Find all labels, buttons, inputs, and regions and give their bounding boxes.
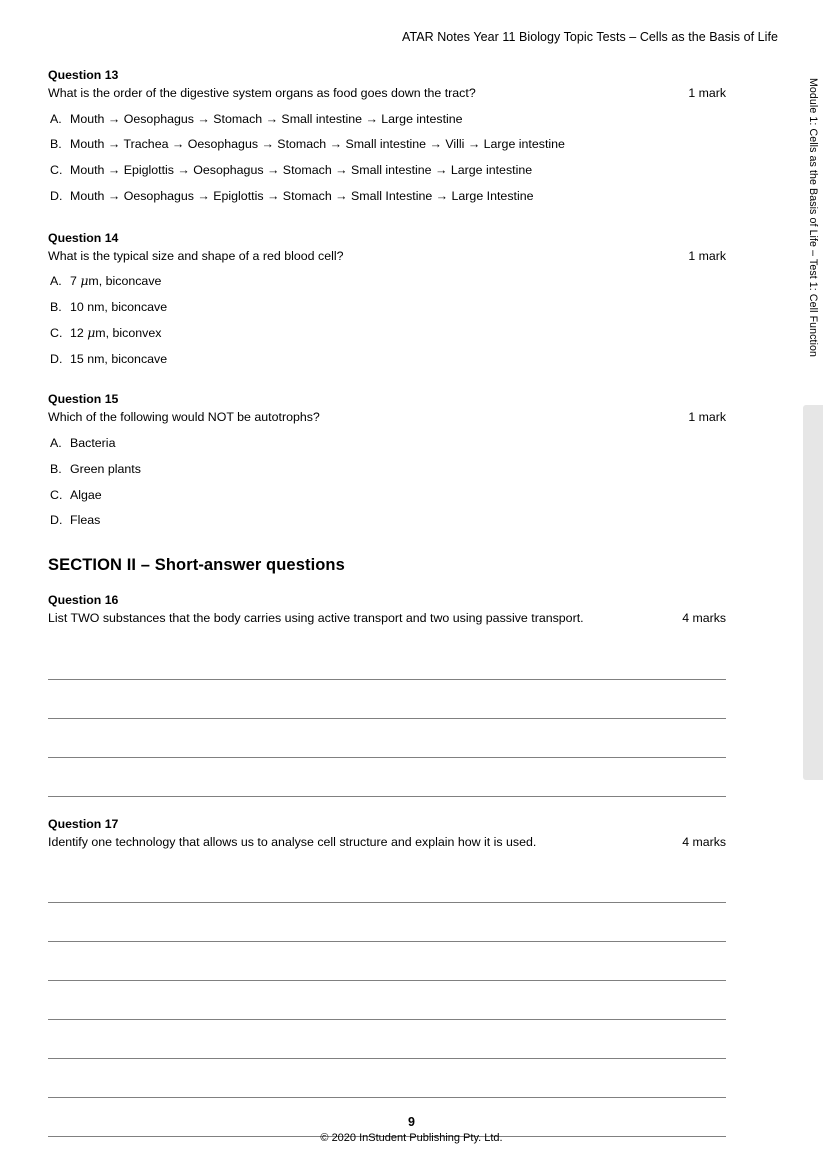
side-tab [803,405,823,780]
page-content [48,68,726,1164]
spacer [48,797,726,817]
question-marks: 1 mark [688,248,726,263]
question-heading: Question 17 [48,816,119,831]
option-b[interactable] [48,299,726,316]
spacer [48,376,726,392]
page-header [48,30,778,44]
option-d[interactable] [48,351,726,368]
answer-line[interactable] [48,864,726,903]
option-text: Green plants [70,461,141,476]
option-label: D. [50,188,63,203]
option-label: D. [50,513,63,528]
option-text: Mouth → Epiglottis → Oesophagus → Stomach → Small intestine → Large intestine [70,163,533,178]
option-label: B. [50,137,62,152]
option-a[interactable] [48,273,726,290]
option-text [70,273,726,290]
option-list [48,435,726,529]
answer-line[interactable] [48,903,726,942]
option-list [48,273,726,367]
page-footer [0,1115,823,1144]
question-heading: Question 14 [48,230,119,245]
answer-lines-16[interactable] [48,641,726,797]
question-row [48,409,726,426]
option-text [70,325,726,342]
question-heading: Question 15 [48,392,119,407]
micro-symbol: μ [87,324,96,340]
option-text: Mouth → Oesophagus → Epiglottis → Stomach → Small Intestine → Large Intestine [70,188,534,203]
option-label: B. [50,300,62,315]
option-text-post: m, biconcave [88,274,162,289]
option-label: A. [50,274,62,289]
question-text: What is the order of the digestive system organs as food goes down the tract? [48,86,476,100]
option-text-pre: 12 [70,325,88,340]
answer-line[interactable] [48,1059,726,1098]
option-text-post: m, biconvex [95,325,162,340]
option-text: Bacteria [70,436,116,451]
option-text-pre: 7 [70,274,81,289]
answer-line[interactable] [48,981,726,1020]
answer-line[interactable] [48,719,726,758]
option-c[interactable] [48,325,726,342]
answer-line[interactable] [48,758,726,797]
option-a[interactable] [48,111,726,128]
option-a[interactable] [48,435,726,452]
option-label: C. [50,325,63,340]
option-c[interactable] [48,487,726,504]
spacer [48,214,726,231]
question-block-14 [48,231,726,368]
question-marks: 4 marks [682,611,726,626]
micro-symbol: μ [80,273,89,289]
option-text: Mouth → Trachea → Oesophagus → Stomach → Small intestine → Villi → Large intestine [70,137,565,152]
option-text: 15 nm, biconcave [70,351,168,366]
header-title: ATAR Notes Year 11 Biology Topic Tests – Cells as the Basis of Life [402,30,778,44]
answer-line[interactable] [48,641,726,680]
option-text: 10 nm, biconcave [70,300,168,315]
answer-line[interactable] [48,1020,726,1059]
question-marks: 4 marks [682,834,726,849]
question-row [48,610,726,627]
page-number: 9 [408,1115,415,1129]
option-d[interactable] [48,512,726,529]
option-label: A. [50,111,62,126]
question-row [48,85,726,102]
answer-line[interactable] [48,942,726,981]
question-text: List TWO substances that the body carries using active transport and two using passive transport. [48,611,584,626]
question-marks: 1 mark [688,86,726,100]
option-label: D. [50,351,63,366]
option-d[interactable] [48,188,726,205]
question-row [48,248,726,265]
option-text: Algae [70,487,102,502]
option-label: B. [50,461,62,476]
question-block-17 [48,817,726,1164]
option-text: Mouth → Oesophagus → Stomach → Small intestine → Large intestine [70,111,463,126]
option-label: C. [50,163,63,178]
side-tab-label: Module 1: Cells as the Basis of Life – Test 1: Cell Function [807,77,819,358]
question-block-16 [48,593,726,797]
question-text: What is the typical size and shape of a red blood cell? [48,248,344,263]
option-label: C. [50,487,63,502]
option-b[interactable] [48,461,726,478]
answer-line[interactable] [48,680,726,719]
option-text: Fleas [70,513,101,528]
section-title: SECTION II – Short-answer questions [48,556,345,575]
question-block-15 [48,392,726,529]
question-heading: Question 13 [48,68,119,82]
option-c[interactable] [48,162,726,179]
option-label: A. [50,436,62,451]
question-block-13 [48,68,726,205]
question-marks: 1 mark [688,410,726,425]
option-list [48,111,726,205]
question-row [48,834,726,851]
copyright-notice: © 2020 InStudent Publishing Pty. Ltd. [320,1132,503,1144]
option-b[interactable] [48,136,726,153]
question-text: Which of the following would NOT be autotrophs? [48,410,320,425]
question-heading: Question 16 [48,593,119,608]
question-text: Identify one technology that allows us to analyse cell structure and explain how it is used. [48,834,537,849]
